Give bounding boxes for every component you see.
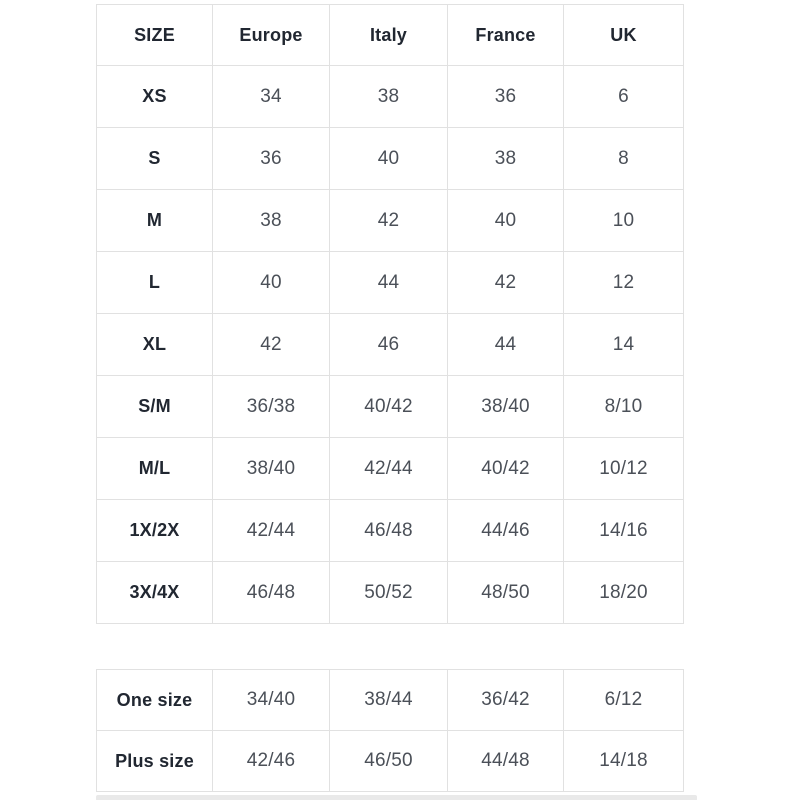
size-value: 44 xyxy=(330,252,448,314)
size-value: 40/42 xyxy=(448,438,564,500)
one-size-table xyxy=(96,669,684,792)
table-row xyxy=(97,731,684,792)
size-label: L xyxy=(97,252,213,314)
size-value: 38/44 xyxy=(330,670,448,731)
size-value: 44/46 xyxy=(448,500,564,562)
next-section-edge xyxy=(96,795,697,800)
size-value: 42/46 xyxy=(213,731,330,792)
size-value: 38 xyxy=(448,128,564,190)
size-value: 40 xyxy=(213,252,330,314)
size-value: 18/20 xyxy=(564,562,684,624)
size-label: M/L xyxy=(97,438,213,500)
size-value: 42/44 xyxy=(330,438,448,500)
size-label: Plus size xyxy=(97,731,213,792)
header-row xyxy=(97,5,684,66)
table-row xyxy=(97,670,684,731)
size-table-header xyxy=(97,5,684,66)
size-value: 42 xyxy=(213,314,330,376)
size-value: 40 xyxy=(448,190,564,252)
size-value: 42/44 xyxy=(213,500,330,562)
column-header: Italy xyxy=(330,5,448,66)
size-value: 38/40 xyxy=(213,438,330,500)
size-value: 10 xyxy=(564,190,684,252)
table-row xyxy=(97,128,684,190)
size-value: 36 xyxy=(213,128,330,190)
size-label: M xyxy=(97,190,213,252)
size-value: 46/48 xyxy=(330,500,448,562)
size-value: 6/12 xyxy=(564,670,684,731)
size-value: 42 xyxy=(330,190,448,252)
table-row xyxy=(97,562,684,624)
size-value: 10/12 xyxy=(564,438,684,500)
one-size-table-body xyxy=(97,670,684,792)
size-value: 6 xyxy=(564,66,684,128)
size-value: 46 xyxy=(330,314,448,376)
size-value: 38 xyxy=(213,190,330,252)
size-value: 48/50 xyxy=(448,562,564,624)
size-value: 12 xyxy=(564,252,684,314)
size-label: S xyxy=(97,128,213,190)
column-header: SIZE xyxy=(97,5,213,66)
size-value: 14/18 xyxy=(564,731,684,792)
size-value: 14/16 xyxy=(564,500,684,562)
size-value: 40/42 xyxy=(330,376,448,438)
size-value: 14 xyxy=(564,314,684,376)
size-value: 46/50 xyxy=(330,731,448,792)
table-row xyxy=(97,376,684,438)
size-label: 1X/2X xyxy=(97,500,213,562)
table-row xyxy=(97,66,684,128)
size-value: 50/52 xyxy=(330,562,448,624)
size-value: 34/40 xyxy=(213,670,330,731)
size-table-body xyxy=(97,66,684,624)
table-row xyxy=(97,500,684,562)
size-value: 40 xyxy=(330,128,448,190)
size-value: 42 xyxy=(448,252,564,314)
table-row xyxy=(97,190,684,252)
size-value: 36/42 xyxy=(448,670,564,731)
table-row xyxy=(97,314,684,376)
size-label: XS xyxy=(97,66,213,128)
size-label: 3X/4X xyxy=(97,562,213,624)
size-conversion-table xyxy=(96,4,684,624)
size-value: 36/38 xyxy=(213,376,330,438)
size-value: 8/10 xyxy=(564,376,684,438)
size-value: 46/48 xyxy=(213,562,330,624)
size-value: 36 xyxy=(448,66,564,128)
size-label: One size xyxy=(97,670,213,731)
table-row xyxy=(97,252,684,314)
size-value: 34 xyxy=(213,66,330,128)
column-header: UK xyxy=(564,5,684,66)
size-value: 38 xyxy=(330,66,448,128)
column-header: France xyxy=(448,5,564,66)
size-value: 44 xyxy=(448,314,564,376)
size-label: S/M xyxy=(97,376,213,438)
column-header: Europe xyxy=(213,5,330,66)
size-value: 44/48 xyxy=(448,731,564,792)
table-row xyxy=(97,438,684,500)
size-value: 38/40 xyxy=(448,376,564,438)
size-label: XL xyxy=(97,314,213,376)
size-value: 8 xyxy=(564,128,684,190)
